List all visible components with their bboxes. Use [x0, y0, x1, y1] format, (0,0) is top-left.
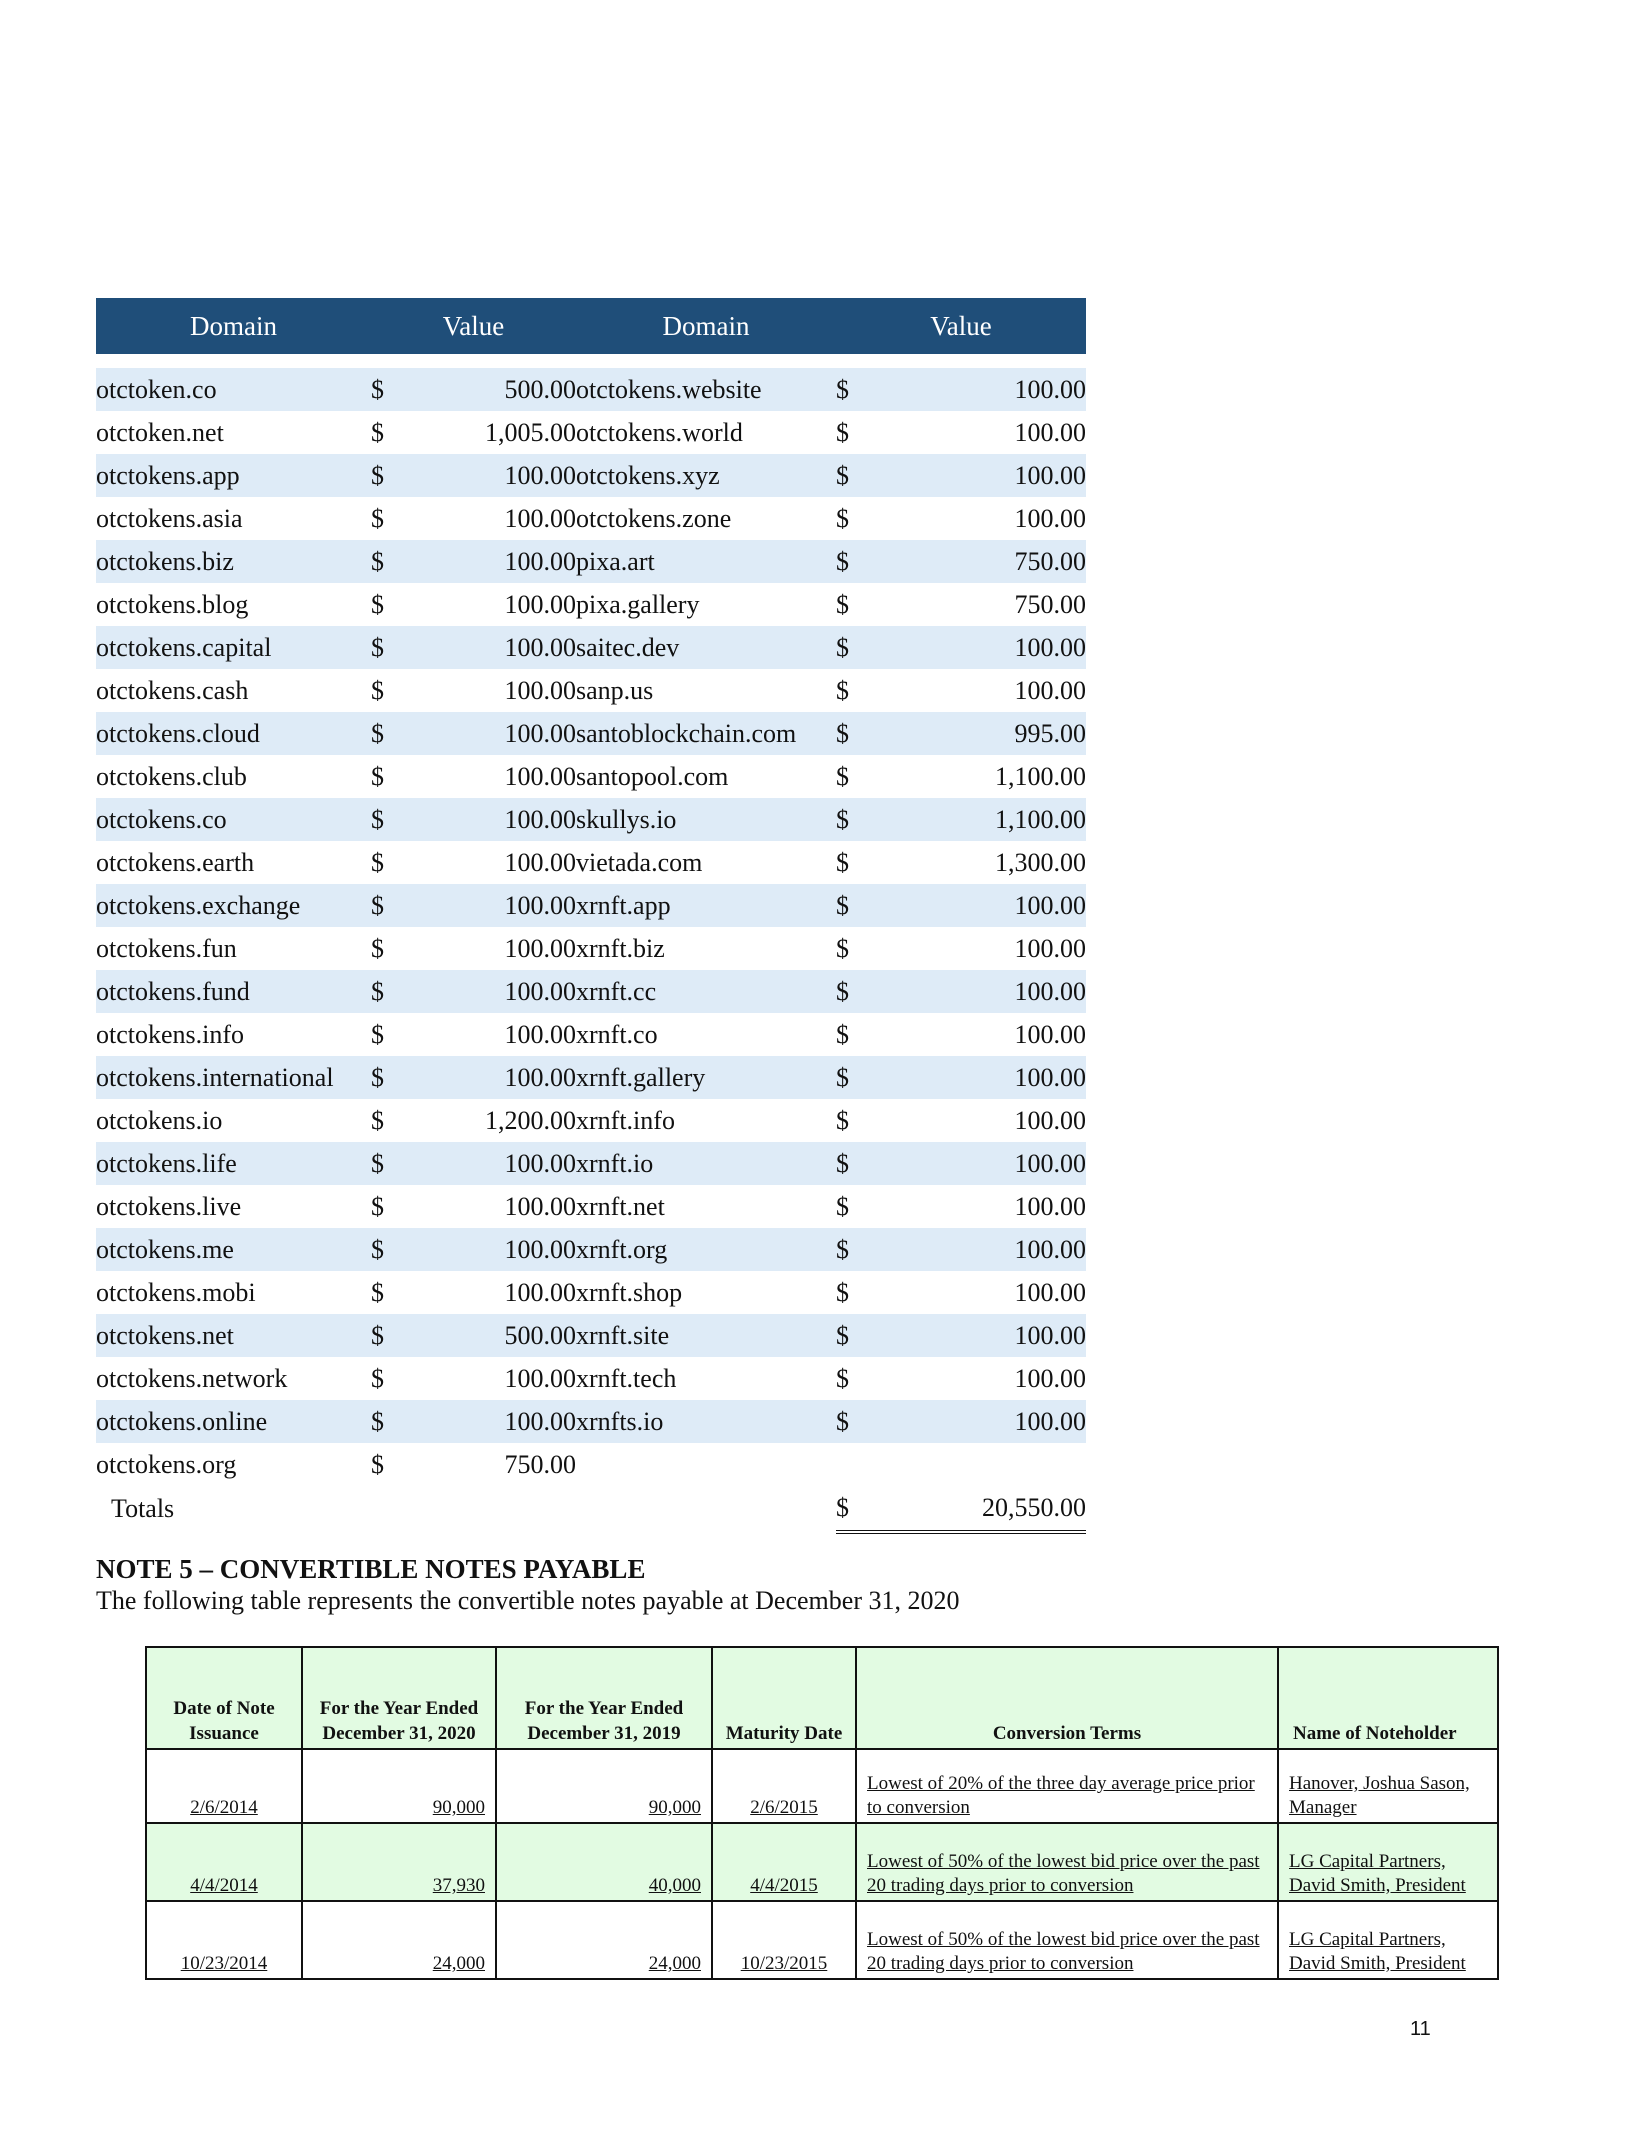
domain-left: otctokens.fun: [96, 927, 371, 970]
note-holder-name: Hanover, Joshua Sason, Manager: [1289, 1773, 1470, 1818]
domain-row: [96, 368, 1086, 411]
domain-row: [96, 1314, 1086, 1357]
value-left: 100.00: [411, 798, 576, 841]
value-left: 100.00: [411, 1185, 576, 1228]
currency-left: $: [371, 1314, 411, 1357]
value-left: 100.00: [411, 712, 576, 755]
value-right: 100.00: [876, 1400, 1086, 1443]
domain-right: xrnfts.io: [576, 1400, 836, 1443]
currency-left: $: [371, 583, 411, 626]
header-fy2020: For the Year Ended December 31, 2020: [302, 1647, 496, 1749]
value-left: 100.00: [411, 841, 576, 884]
currency-left: $: [371, 411, 411, 454]
value-right: 750.00: [876, 540, 1086, 583]
domain-right: otctokens.world: [576, 411, 836, 454]
note-conversion-terms: Lowest of 20% of the three day average price prior to conversion: [867, 1773, 1255, 1818]
domain-right: saitec.dev: [576, 626, 836, 669]
note-intro: The following table represents the convertible notes payable at December 31, 2020: [96, 1586, 960, 1615]
note-fy2020-amount: 90,000: [432, 1797, 485, 1818]
domain-left: otctokens.exchange: [96, 884, 371, 927]
domain-right: xrnft.tech: [576, 1357, 836, 1400]
domain-value-table: [96, 298, 1086, 1534]
currency-left: $: [371, 1357, 411, 1400]
note-issuance-date: 2/6/2014: [190, 1797, 258, 1818]
currency-left: $: [371, 798, 411, 841]
currency-left: $: [371, 454, 411, 497]
currency-left: $: [371, 1142, 411, 1185]
note-fy2019-amount: 40,000: [648, 1875, 701, 1896]
domain-left: otctoken.co: [96, 368, 371, 411]
currency-left: $: [371, 970, 411, 1013]
domain-right: sanp.us: [576, 669, 836, 712]
value-right: 100.00: [876, 1357, 1086, 1400]
currency-right: $: [836, 1357, 876, 1400]
value-left: 500.00: [411, 1314, 576, 1357]
value-left: 100.00: [411, 626, 576, 669]
domain-row: [96, 1228, 1086, 1271]
value-right: 995.00: [876, 712, 1086, 755]
currency-right: $: [836, 1056, 876, 1099]
value-right: 100.00: [876, 1013, 1086, 1056]
value-left: 100.00: [411, 540, 576, 583]
currency-left: $: [371, 368, 411, 411]
domain-right: skullys.io: [576, 798, 836, 841]
domain-row: [96, 583, 1086, 626]
currency-left: $: [371, 1099, 411, 1142]
domain-right: otctokens.xyz: [576, 454, 836, 497]
header-domain-left: Domain: [96, 298, 371, 354]
domain-row: [96, 1056, 1086, 1099]
domain-left: otctokens.network: [96, 1357, 371, 1400]
domain-right: xrnft.biz: [576, 927, 836, 970]
domain-left: otctokens.international: [96, 1056, 371, 1099]
note-issuance-date: 4/4/2014: [190, 1875, 258, 1896]
value-left: 750.00: [411, 1443, 576, 1486]
domain-row: [96, 1013, 1086, 1056]
currency-right: $: [836, 841, 876, 884]
currency-right: $: [836, 626, 876, 669]
value-right: 100.00: [876, 1142, 1086, 1185]
note-conversion-terms: Lowest of 50% of the lowest bid price over the past 20 trading days prior to conversion: [867, 1851, 1260, 1896]
notes-table-header-row: [146, 1647, 1498, 1749]
domain-row: [96, 669, 1086, 712]
value-left: 1,200.00: [411, 1099, 576, 1142]
value-left: 1,005.00: [411, 411, 576, 454]
value-left: 100.00: [411, 927, 576, 970]
domain-left: otctokens.info: [96, 1013, 371, 1056]
domain-left: otctokens.fund: [96, 970, 371, 1013]
value-left: 100.00: [411, 1400, 576, 1443]
note-issuance-date: 10/23/2014: [180, 1953, 268, 1974]
value-right: 100.00: [876, 669, 1086, 712]
domain-right: xrnft.gallery: [576, 1056, 836, 1099]
note-fy2019-amount: 24,000: [648, 1953, 701, 1974]
note-row: [146, 1901, 1498, 1979]
currency-left: $: [371, 540, 411, 583]
convertible-notes-table: [145, 1646, 1499, 1980]
domain-table-header-row: [96, 298, 1086, 354]
currency-right: $: [836, 970, 876, 1013]
totals-label: Totals: [96, 1486, 371, 1532]
header-issuance-date: Date of Note Issuance: [146, 1647, 302, 1749]
domain-left: otctokens.online: [96, 1400, 371, 1443]
currency-right: $: [836, 712, 876, 755]
domain-right: xrnft.io: [576, 1142, 836, 1185]
value-left: 100.00: [411, 1142, 576, 1185]
currency-right: $: [836, 1185, 876, 1228]
note-conversion-terms: Lowest of 50% of the lowest bid price over the past 20 trading days prior to conversion: [867, 1929, 1260, 1974]
domain-row: [96, 626, 1086, 669]
domain-left: otctoken.net: [96, 411, 371, 454]
domain-right: xrnft.net: [576, 1185, 836, 1228]
domain-left: otctokens.earth: [96, 841, 371, 884]
domain-right: xrnft.cc: [576, 970, 836, 1013]
value-left: 100.00: [411, 669, 576, 712]
value-left: 100.00: [411, 454, 576, 497]
header-value-left: Value: [371, 298, 576, 354]
value-right: 1,100.00: [876, 755, 1086, 798]
currency-right: [836, 1443, 876, 1486]
value-left: 100.00: [411, 970, 576, 1013]
currency-left: $: [371, 497, 411, 540]
domain-left: otctokens.club: [96, 755, 371, 798]
domain-row: [96, 884, 1086, 927]
domain-left: otctokens.org: [96, 1443, 371, 1486]
domain-left: otctokens.blog: [96, 583, 371, 626]
domain-left: otctokens.capital: [96, 626, 371, 669]
domain-right: pixa.art: [576, 540, 836, 583]
value-right: 100.00: [876, 368, 1086, 411]
note-row: [146, 1749, 1498, 1823]
currency-right: $: [836, 583, 876, 626]
currency-left: $: [371, 712, 411, 755]
domain-left: otctokens.io: [96, 1099, 371, 1142]
note-row: [146, 1823, 1498, 1901]
domain-right: xrnft.site: [576, 1314, 836, 1357]
header-value-right: Value: [836, 298, 1086, 354]
note-maturity-date: 2/6/2015: [750, 1797, 818, 1818]
value-right: 100.00: [876, 626, 1086, 669]
domain-right: otctokens.zone: [576, 497, 836, 540]
currency-left: $: [371, 1013, 411, 1056]
value-right: 100.00: [876, 970, 1086, 1013]
currency-right: $: [836, 755, 876, 798]
domain-row: [96, 411, 1086, 454]
currency-left: $: [371, 669, 411, 712]
page-number: 11: [1410, 2018, 1431, 2040]
domain-left: otctokens.cash: [96, 669, 371, 712]
totals-currency: $: [836, 1486, 876, 1532]
domain-row: [96, 497, 1086, 540]
domain-row: [96, 841, 1086, 884]
domain-row: [96, 1400, 1086, 1443]
header-maturity-date: Maturity Date: [712, 1647, 856, 1749]
domain-row: [96, 1142, 1086, 1185]
value-right: 100.00: [876, 884, 1086, 927]
value-left: 100.00: [411, 755, 576, 798]
currency-left: $: [371, 1228, 411, 1271]
currency-right: $: [836, 1099, 876, 1142]
totals-value: 20,550.00: [876, 1486, 1086, 1532]
currency-right: $: [836, 497, 876, 540]
currency-left: $: [371, 927, 411, 970]
domain-left: otctokens.cloud: [96, 712, 371, 755]
currency-right: $: [836, 368, 876, 411]
currency-right: $: [836, 1142, 876, 1185]
note-holder-name: LG Capital Partners, David Smith, President: [1289, 1929, 1466, 1974]
domain-row: [96, 927, 1086, 970]
domain-right: otctokens.website: [576, 368, 836, 411]
domain-right: xrnft.shop: [576, 1271, 836, 1314]
note-heading: NOTE 5 – CONVERTIBLE NOTES PAYABLE: [96, 1554, 646, 1584]
domain-right: xrnft.info: [576, 1099, 836, 1142]
value-left: 100.00: [411, 1013, 576, 1056]
domain-row: [96, 1099, 1086, 1142]
currency-right: $: [836, 669, 876, 712]
domain-left: otctokens.me: [96, 1228, 371, 1271]
currency-left: $: [371, 1443, 411, 1486]
header-domain-right: Domain: [576, 298, 836, 354]
domain-left: otctokens.life: [96, 1142, 371, 1185]
value-right: 100.00: [876, 497, 1086, 540]
currency-right: $: [836, 540, 876, 583]
currency-left: $: [371, 755, 411, 798]
domain-row: [96, 454, 1086, 497]
value-right: 100.00: [876, 1314, 1086, 1357]
currency-right: $: [836, 798, 876, 841]
value-right: 1,300.00: [876, 841, 1086, 884]
value-right: 100.00: [876, 1185, 1086, 1228]
domain-row: [96, 540, 1086, 583]
value-left: 100.00: [411, 1228, 576, 1271]
domain-left: otctokens.mobi: [96, 1271, 371, 1314]
domain-row: [96, 1271, 1086, 1314]
value-right: 100.00: [876, 1056, 1086, 1099]
domain-right: vietada.com: [576, 841, 836, 884]
note-maturity-date: 4/4/2015: [750, 1875, 818, 1896]
domain-left: otctokens.biz: [96, 540, 371, 583]
value-left: 100.00: [411, 884, 576, 927]
header-noteholder: Name of Noteholder: [1278, 1647, 1498, 1749]
value-right: 100.00: [876, 1228, 1086, 1271]
currency-right: $: [836, 1400, 876, 1443]
domain-right: xrnft.org: [576, 1228, 836, 1271]
currency-left: $: [371, 841, 411, 884]
value-right: 100.00: [876, 454, 1086, 497]
domain-row: [96, 712, 1086, 755]
value-right: [876, 1443, 1086, 1486]
domain-row: [96, 1443, 1086, 1486]
domain-right: santopool.com: [576, 755, 836, 798]
currency-left: $: [371, 1400, 411, 1443]
value-right: 100.00: [876, 927, 1086, 970]
domain-row: [96, 1357, 1086, 1400]
currency-right: $: [836, 411, 876, 454]
header-conversion-terms: Conversion Terms: [856, 1647, 1278, 1749]
currency-right: $: [836, 1271, 876, 1314]
note-fy2020-amount: 37,930: [432, 1875, 485, 1896]
domain-row: [96, 970, 1086, 1013]
domain-row: [96, 755, 1086, 798]
header-fy2019: For the Year Ended December 31, 2019: [496, 1647, 712, 1749]
value-left: 100.00: [411, 1271, 576, 1314]
currency-left: $: [371, 1271, 411, 1314]
domain-row: [96, 1185, 1086, 1228]
domain-left: otctokens.live: [96, 1185, 371, 1228]
currency-right: $: [836, 454, 876, 497]
value-left: 100.00: [411, 583, 576, 626]
value-left: 100.00: [411, 497, 576, 540]
value-left: 500.00: [411, 368, 576, 411]
domain-right: xrnft.co: [576, 1013, 836, 1056]
domain-left: otctokens.app: [96, 454, 371, 497]
currency-right: $: [836, 927, 876, 970]
note-fy2020-amount: 24,000: [432, 1953, 485, 1974]
currency-left: $: [371, 626, 411, 669]
value-right: 100.00: [876, 1271, 1086, 1314]
note-maturity-date: 10/23/2015: [740, 1953, 828, 1974]
domain-right: santoblockchain.com: [576, 712, 836, 755]
domain-right: [576, 1443, 836, 1486]
currency-left: $: [371, 1185, 411, 1228]
value-right: 1,100.00: [876, 798, 1086, 841]
value-left: 100.00: [411, 1357, 576, 1400]
currency-left: $: [371, 884, 411, 927]
currency-right: $: [836, 1013, 876, 1056]
currency-left: $: [371, 1056, 411, 1099]
currency-right: $: [836, 884, 876, 927]
domain-left: otctokens.net: [96, 1314, 371, 1357]
domain-right: pixa.gallery: [576, 583, 836, 626]
value-right: 100.00: [876, 411, 1086, 454]
currency-right: $: [836, 1228, 876, 1271]
domain-left: otctokens.co: [96, 798, 371, 841]
value-right: 750.00: [876, 583, 1086, 626]
note-holder-name: LG Capital Partners, David Smith, President: [1289, 1851, 1466, 1896]
note-fy2019-amount: 90,000: [648, 1797, 701, 1818]
currency-right: $: [836, 1314, 876, 1357]
domain-right: xrnft.app: [576, 884, 836, 927]
domain-left: otctokens.asia: [96, 497, 371, 540]
value-left: 100.00: [411, 1056, 576, 1099]
totals-row: [96, 1486, 1086, 1532]
domain-row: [96, 798, 1086, 841]
value-right: 100.00: [876, 1099, 1086, 1142]
